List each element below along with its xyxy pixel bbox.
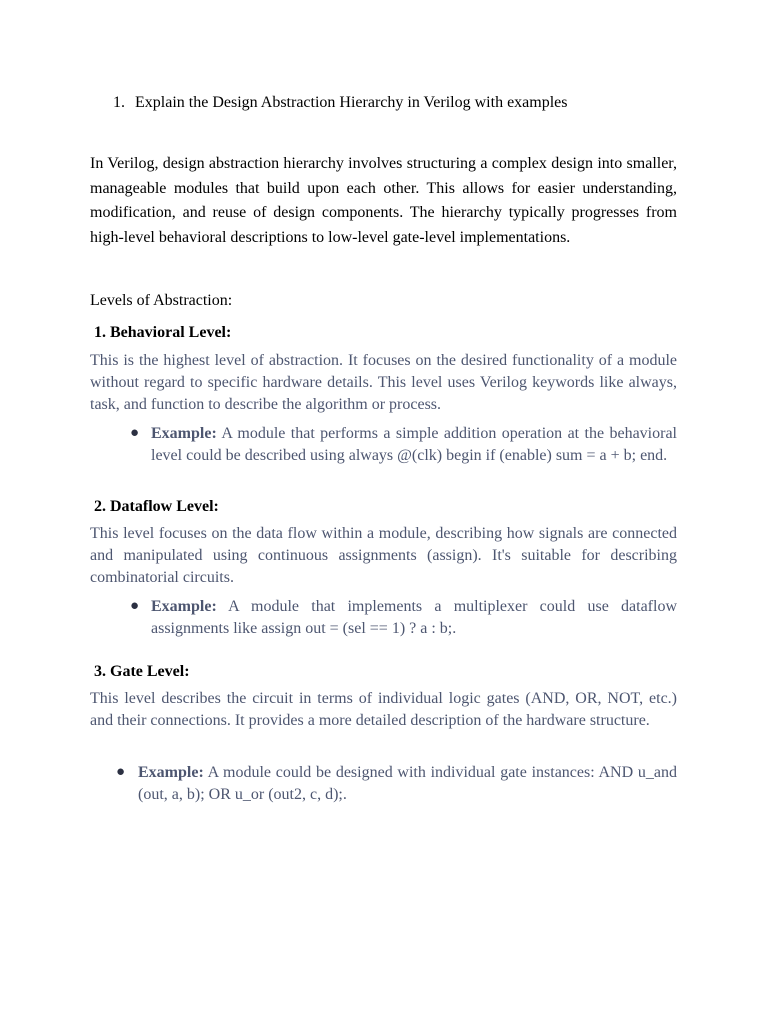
bullet-dot-icon: ● (130, 425, 140, 441)
level-title-gate: 3. Gate Level: (94, 663, 190, 680)
example-text: A module that implements a multiplexer could use dataflow assignments like assign out = (sel == 1) ? a : b;. (151, 598, 677, 637)
level-description-behavioral: This is the highest level of abstraction. It focuses on the desired functionality of a module without regard to specific hardware details. This level uses Verilog keywords like always, task, and function to describe the algorithm or process. (90, 352, 677, 413)
level-description-gate: This level describes the circuit in terms of individual logic gates (AND, OR, NOT, etc.) and their connections. It provides a more detailed description of the hardware structure. (90, 690, 677, 729)
question-number: 1. (113, 94, 125, 111)
level-description-dataflow: This level focuses on the data flow within a module, describing how signals are connected and manipulated using continuous assignments (assign). It's suitable for describing combinatorial circuits. (90, 525, 677, 586)
question-text: Explain the Design Abstraction Hierarchy in Verilog with examples (135, 94, 568, 111)
example-bullet-behavioral (130, 423, 678, 466)
levels-heading: Levels of Abstraction: (90, 292, 233, 309)
intro-paragraph: In Verilog, design abstraction hierarchy involves structuring a complex design into smaller, manageable modules that build upon each other. This allows for easier understanding, modification, and reuse of design components. The hierarchy typically progresses from high-level behavioral descriptions to low-level gate-level implementations. (90, 155, 677, 246)
example-label: Example: (151, 425, 217, 442)
level-title-behavioral: 1. Behavioral Level: (94, 324, 232, 341)
example-text: A module could be designed with individual gate instances: AND u_and (out, a, b); OR u_or (out2, c, d);. (138, 764, 677, 803)
example-label: Example: (151, 598, 217, 615)
example-bullet-dataflow (130, 596, 677, 639)
bullet-dot-icon: ● (130, 598, 140, 614)
example-text: A module that performs a simple addition operation at the behavioral level could be described using always @(clk) begin if (enable) sum = a + b; end. (151, 425, 678, 464)
bullet-dot-icon: ● (116, 764, 126, 780)
example-bullet-gate (116, 762, 677, 805)
question-heading (113, 92, 693, 114)
example-label: Example: (138, 764, 204, 781)
level-title-dataflow: 2. Dataflow Level: (94, 498, 219, 515)
